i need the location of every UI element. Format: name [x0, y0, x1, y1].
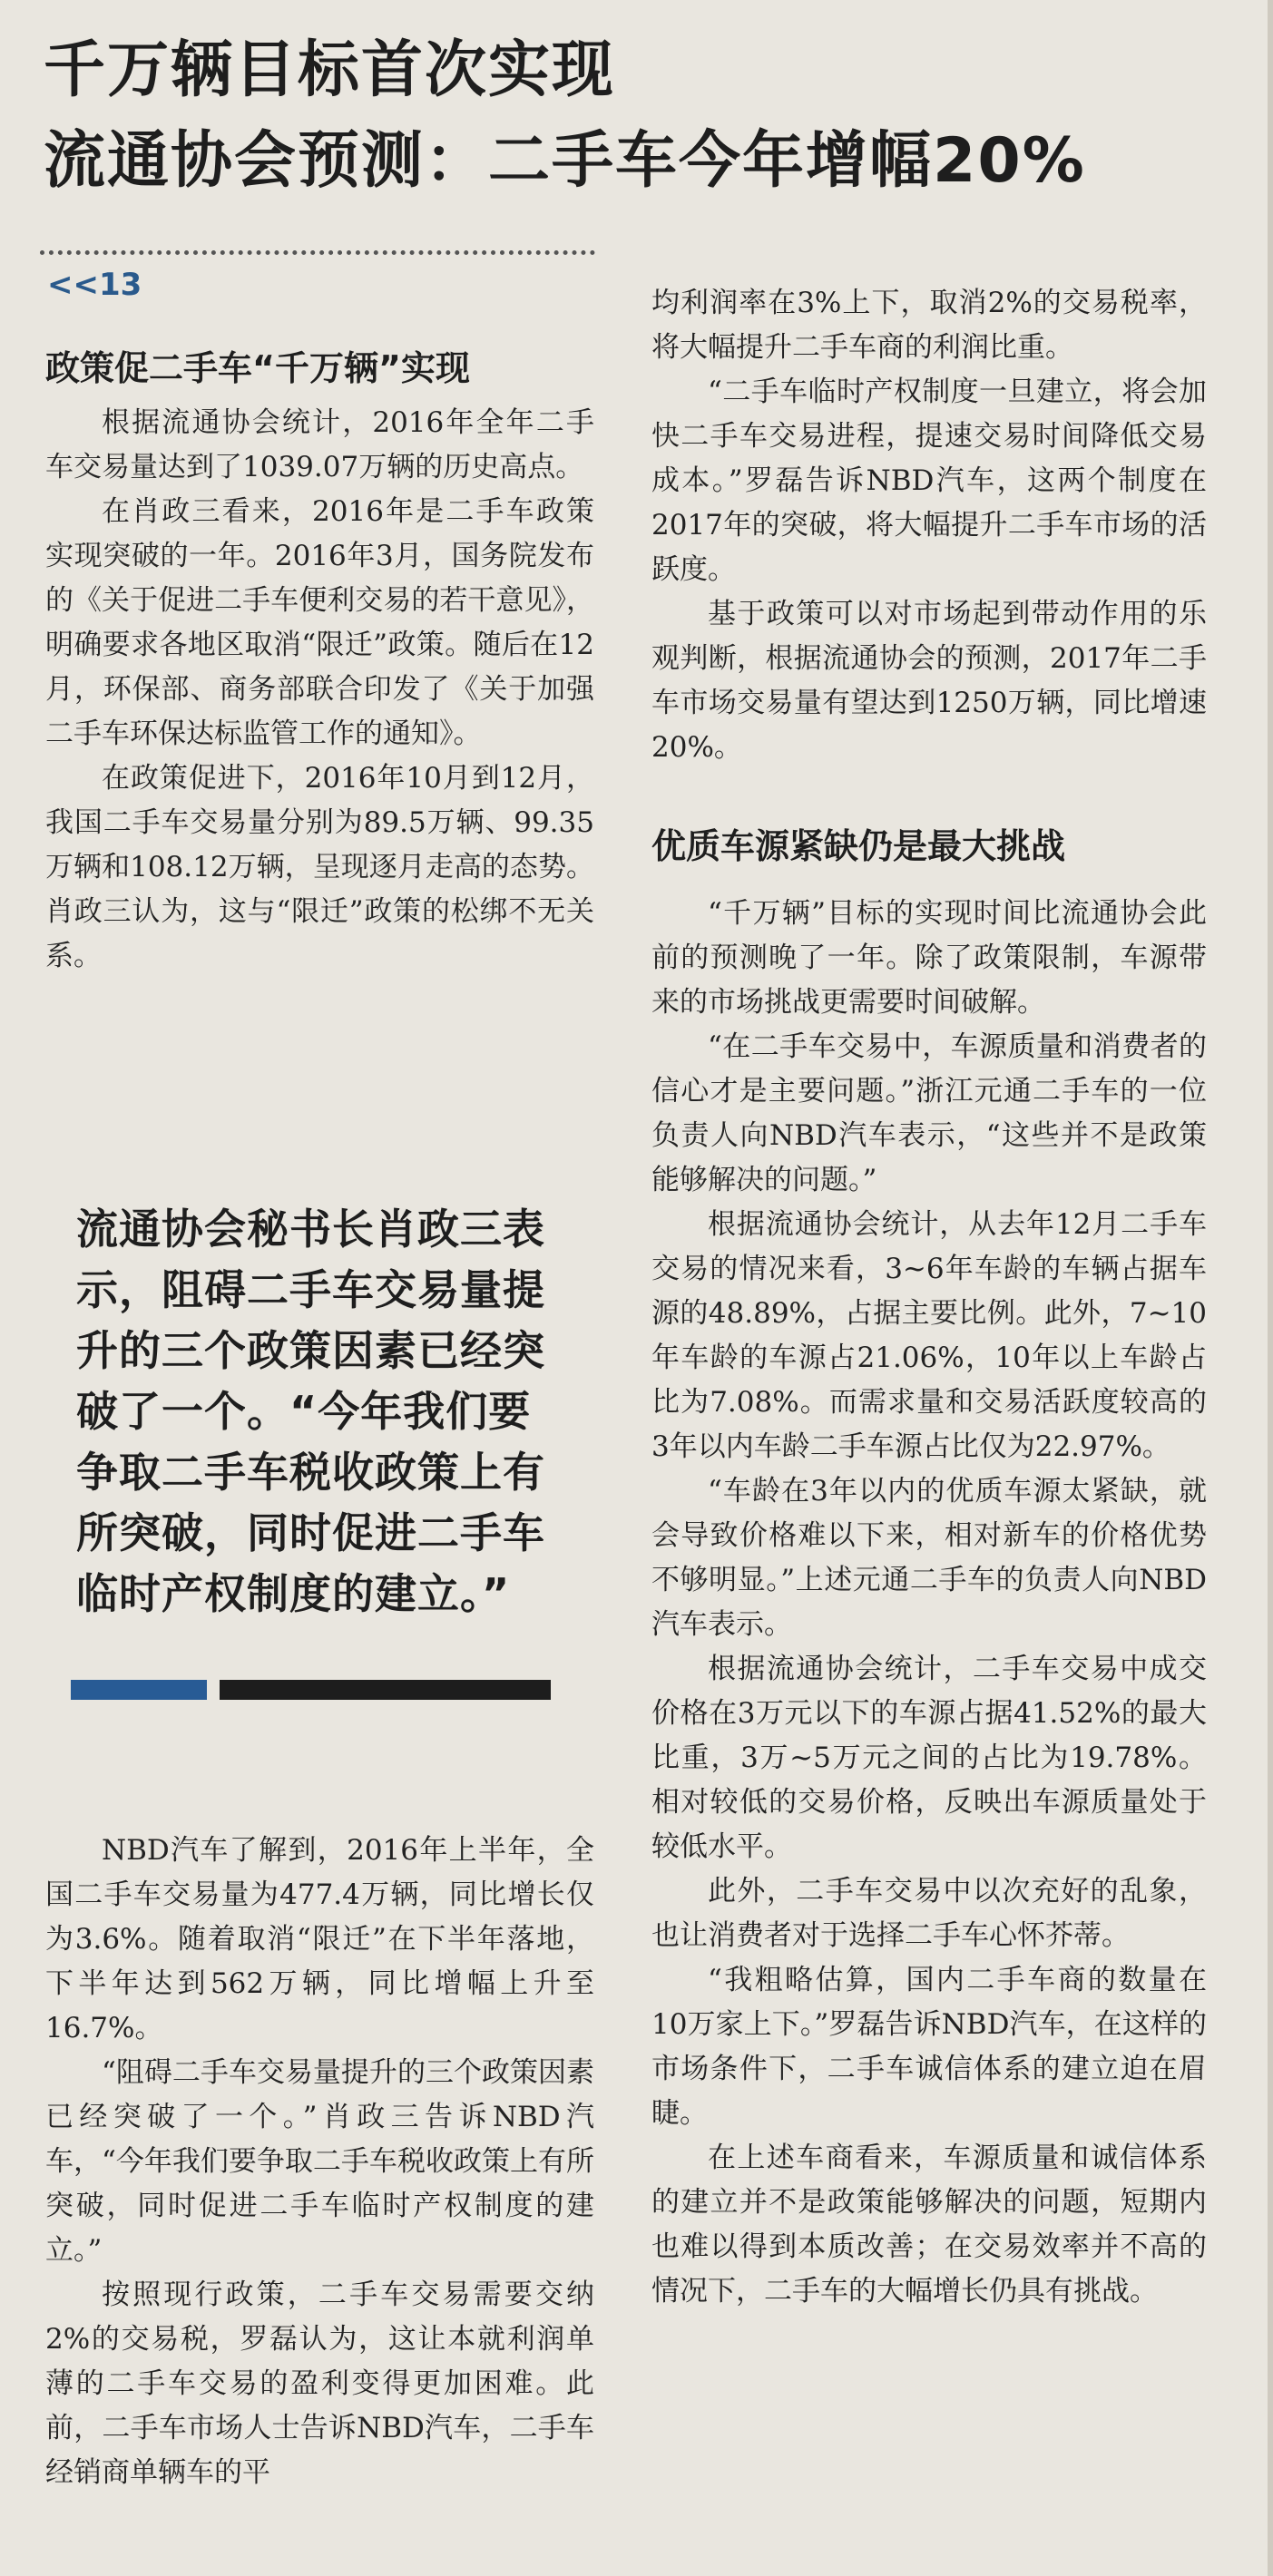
paragraph: 在肖政三看来，2016年是二手车政策实现突破的一年。2016年3月，国务院发布的《关于促进二手车便利交易的若干意见》，明确要求各地区取消“限迁”政策。随后在12月，环保部、商务部联合印发了《关于加强二手车环保达标监管工作的通知》。 [45, 495, 594, 750]
paragraph: 根据流通协会统计，二手车交易中成交价格在3万元以下的车源占据41.52%的最大比重，3万~5万元之间的占比为19.78%。相对较低的交易价格，反映出车源质量处于较低水平。 [651, 1653, 1207, 1863]
paragraph-continued: 均利润率在3%上下，取消2%的交易税率，将大幅提升二手车商的利润比重。 [651, 287, 1207, 364]
paragraph: NBD汽车了解到，2016年上半年，全国二手车交易量为477.4万辆，同比增长仅为3.6%。随着取消“限迁”在下半年落地，下半年达到562万辆，同比增幅上升至16.7%。 [45, 1834, 594, 2044]
paragraph: 在政策促进下，2016年10月到12月，我国二手车交易量分别为89.5万辆、99.35万辆和108.12万辆，呈现逐月走高的态势。肖政三认为，这与“限迁”政策的松绑不无关系。 [45, 762, 594, 972]
paragraph: 根据流通协会统计，从去年12月二手车交易的情况来看，3~6年车龄的车辆占据车源的48.89%，占据主要比例。此外，7~10年车龄的车源占21.06%，10年以上车龄占比为7.08%。而需求量和交易活跃度较高的3年以内车龄二手车源占比仅为22.97%。 [651, 1208, 1207, 1463]
pull-quote: 流通协会秘书长肖政三表示，阻碍二手车交易量提升的三个政策因素已经突破了一个。“今年我们要争取二手车税收政策上有所突破，同时促进二手车临时产权制度的建立。” [76, 1205, 545, 1618]
column-1-lower [45, 1829, 594, 2495]
column-1-upper [45, 343, 594, 979]
column-2 [651, 281, 1207, 2314]
paragraph: 在上述车商看来，车源质量和诚信体系的建立并不是政策能够解决的问题，短期内也难以得到本质改善；在交易效率并不高的情况下，二手车的大幅增长仍具有挑战。 [651, 2142, 1207, 2308]
headline-line-2: 流通协会预测：二手车今年增幅20% [44, 125, 1086, 197]
paragraph: “我粗略估算，国内二手车商的数量在10万家上下。”罗磊告诉NBD汽车，在这样的市场条件下，二手车诚信体系的建立迫在眉睫。 [651, 1964, 1207, 2130]
headline-line-1: 千万辆目标首次实现 [44, 34, 616, 106]
headline [44, 25, 1223, 207]
page-reference: <<13 [47, 267, 142, 303]
section-1-heading: 政策促二手车“千万辆”实现 [45, 348, 470, 388]
paragraph: 根据流通协会统计，2016年全年二手车交易量达到了1039.07万辆的历史高点。 [45, 406, 594, 483]
section-2-heading: 优质车源紧缺仍是最大挑战 [651, 826, 1066, 866]
paragraph: “千万辆”目标的实现时间比流通协会此前的预测晚了一年。除了政策限制，车源带来的市场挑战更需要时间破解。 [651, 897, 1207, 1019]
paragraph: 基于政策可以对市场起到带动作用的乐观判断，根据流通协会的预测，2017年二手车市场交易量有望达到1250万辆，同比增速20%。 [651, 598, 1207, 764]
paragraph: 按照现行政策，二手车交易需要交纳2%的交易税，罗磊认为，这让本就利润单薄的二手车交易的盈利变得更加困难。此前，二手车市场人士告诉NBD汽车，二手车经销商单辆车的平 [45, 2278, 594, 2489]
paragraph: “二手车临时产权制度一旦建立，将会加快二手车交易进程，提速交易时间降低交易成本。”罗磊告诉NBD汽车，这两个制度在2017年的突破，将大幅提升二手车市场的活跃度。 [651, 376, 1207, 586]
dotted-divider [40, 250, 595, 255]
paragraph: “车龄在3年以内的优质车源太紧缺，就会导致价格难以下来，相对新车的价格优势不够明显。”上述元通二手车的负责人向NBD汽车表示。 [651, 1475, 1207, 1641]
quote-accent-bar-blue [71, 1680, 207, 1700]
paragraph: “阻碍二手车交易量提升的三个政策因素已经突破了一个。”肖政三告诉NBD汽车，“今年我们要争取二手车税收政策上有所突破，同时促进二手车临时产权制度的建立。” [45, 2056, 594, 2267]
paragraph: 此外，二手车交易中以次充好的乱象，也让消费者对于选择二手车心怀芥蒂。 [651, 1875, 1207, 1952]
quote-accent-bar-dark [220, 1680, 551, 1700]
paragraph: “在二手车交易中，车源质量和消费者的信心才是主要问题。”浙江元通二手车的一位负责人向NBD汽车表示，“这些并不是政策能够解决的问题。” [651, 1030, 1207, 1196]
